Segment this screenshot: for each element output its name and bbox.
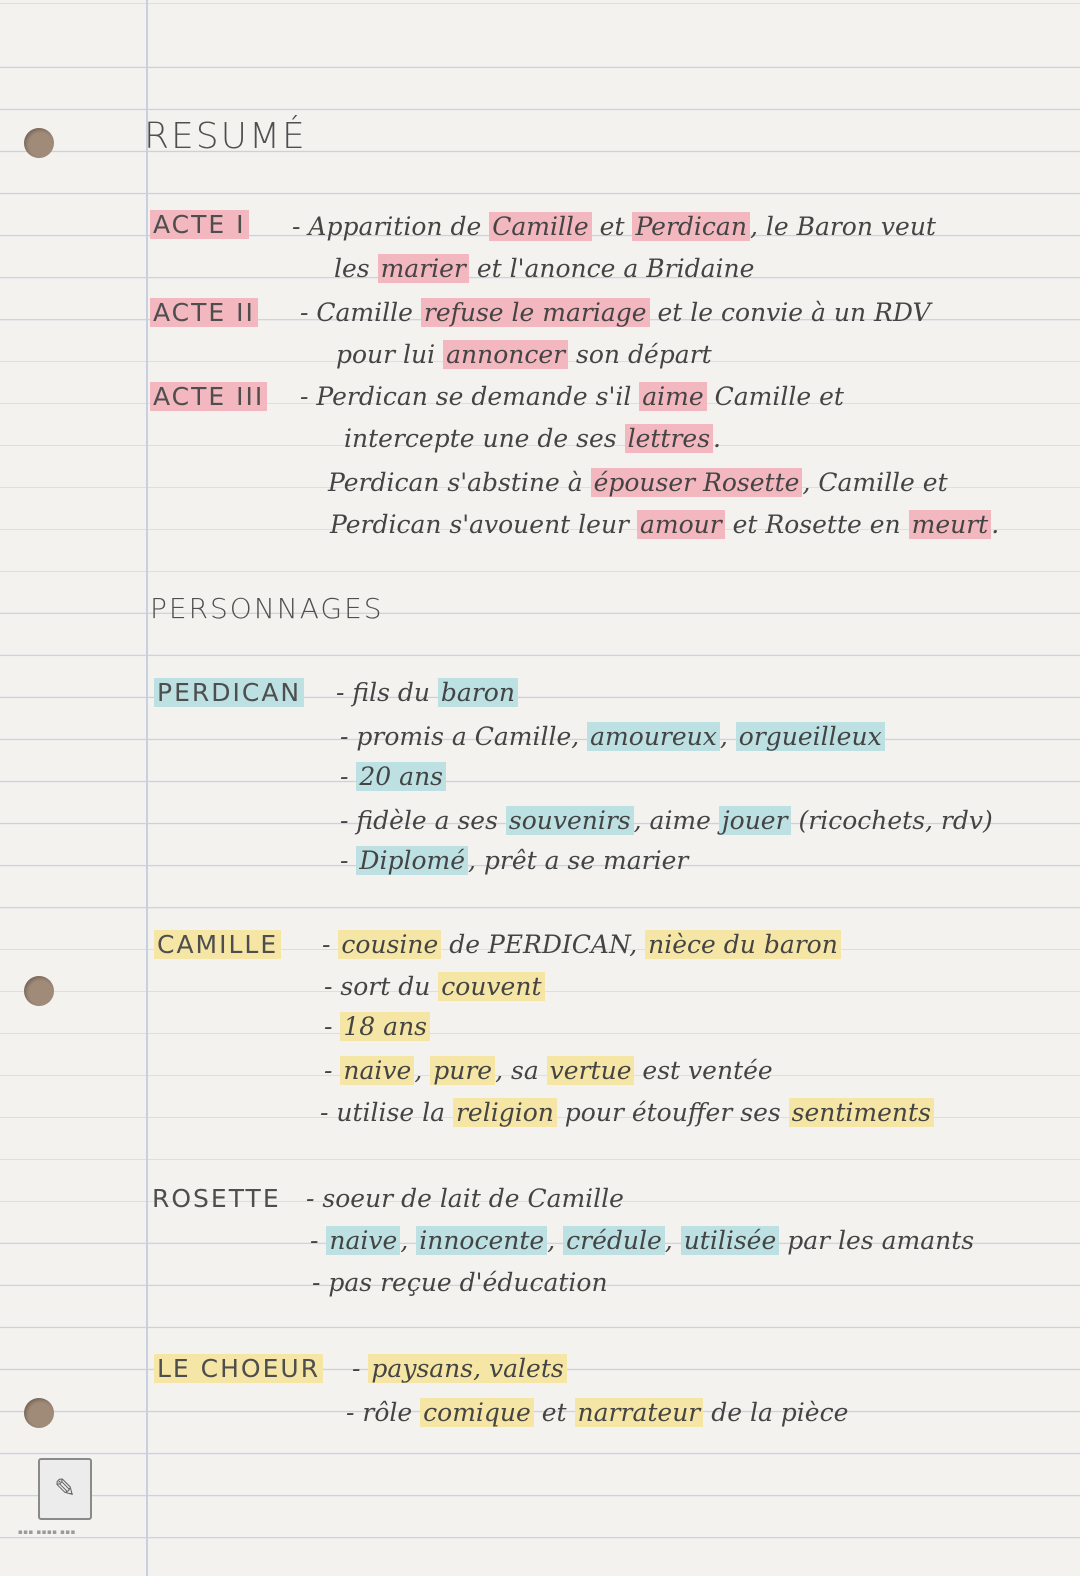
margin-line — [146, 0, 148, 1576]
acte-3-line-2: intercepte une de ses lettres . — [344, 424, 721, 453]
camille-trait-5: - utilise la religion pour étouffer ses sentiments — [320, 1098, 934, 1127]
camille-trait-4: - naive , pure , sa vertue est ventée — [324, 1056, 773, 1085]
perdican-label: PERDICAN — [154, 678, 304, 707]
camille-trait-2: - sort du couvent — [324, 972, 545, 1001]
section-title-resume: RESUMÉ — [144, 116, 307, 157]
acte-2-line-1: - Camille refuse le mariage et le convie à un RDV — [300, 298, 931, 327]
acte-1-line-2: les marier et l'anonce a Bridaine — [334, 254, 755, 283]
perdican-trait-3: - 20 ans — [340, 762, 446, 791]
logo-caption: ▪▪▪ ▪▪▪▪ ▪▪▪ — [18, 1528, 76, 1536]
acte-1-line-1: - Apparition de Camille et Perdican , le Baron veut — [292, 212, 936, 241]
camille-trait-3: - 18 ans — [324, 1012, 430, 1041]
acte-2-label: ACTE II — [150, 298, 258, 327]
rosette-label: ROSETTE — [152, 1184, 281, 1213]
acte-3-line-3: Perdican s'abstine à épouser Rosette , Camille et — [328, 468, 948, 497]
rosette-trait-2: - naive , innocente , crédule , utilisée par les amants — [310, 1226, 975, 1255]
logo-icon: ✎ — [38, 1458, 92, 1520]
punch-hole — [24, 976, 54, 1006]
perdican-trait-1: - fils du baron — [336, 678, 518, 707]
acte-1-label: ACTE I — [150, 210, 249, 239]
acte-3-label: ACTE III — [150, 382, 267, 411]
rosette-trait-1: - soeur de lait de Camille — [306, 1184, 624, 1213]
acte-3-line-1: - Perdican se demande s'il aime Camille et — [300, 382, 844, 411]
perdican-trait-5: - Diplomé , prêt a se marier — [340, 846, 689, 875]
acte-2-line-2: pour lui annoncer son départ — [336, 340, 712, 369]
acte-3-line-4: Perdican s'avouent leur amour et Rosette en meurt . — [330, 510, 1000, 539]
punch-hole — [24, 128, 54, 158]
camille-trait-1: - cousine de PERDICAN, nièce du baron — [322, 930, 841, 959]
choeur-trait-1: - paysans, valets — [352, 1354, 567, 1383]
rosette-trait-3: - pas reçue d'éducation — [312, 1268, 608, 1297]
choeur-label: LE CHOEUR — [154, 1354, 323, 1383]
camille-label: CAMILLE — [154, 930, 281, 959]
punch-hole — [24, 1398, 54, 1428]
section-title-personnages: PERSONNAGES — [150, 592, 384, 625]
perdican-trait-4: - fidèle a ses souvenirs , aime jouer (ricochets, rdv) — [340, 806, 993, 835]
perdican-trait-2: - promis a Camille, amoureux , orgueilleux — [340, 722, 885, 751]
choeur-trait-2: - rôle comique et narrateur de la pièce — [346, 1398, 849, 1427]
